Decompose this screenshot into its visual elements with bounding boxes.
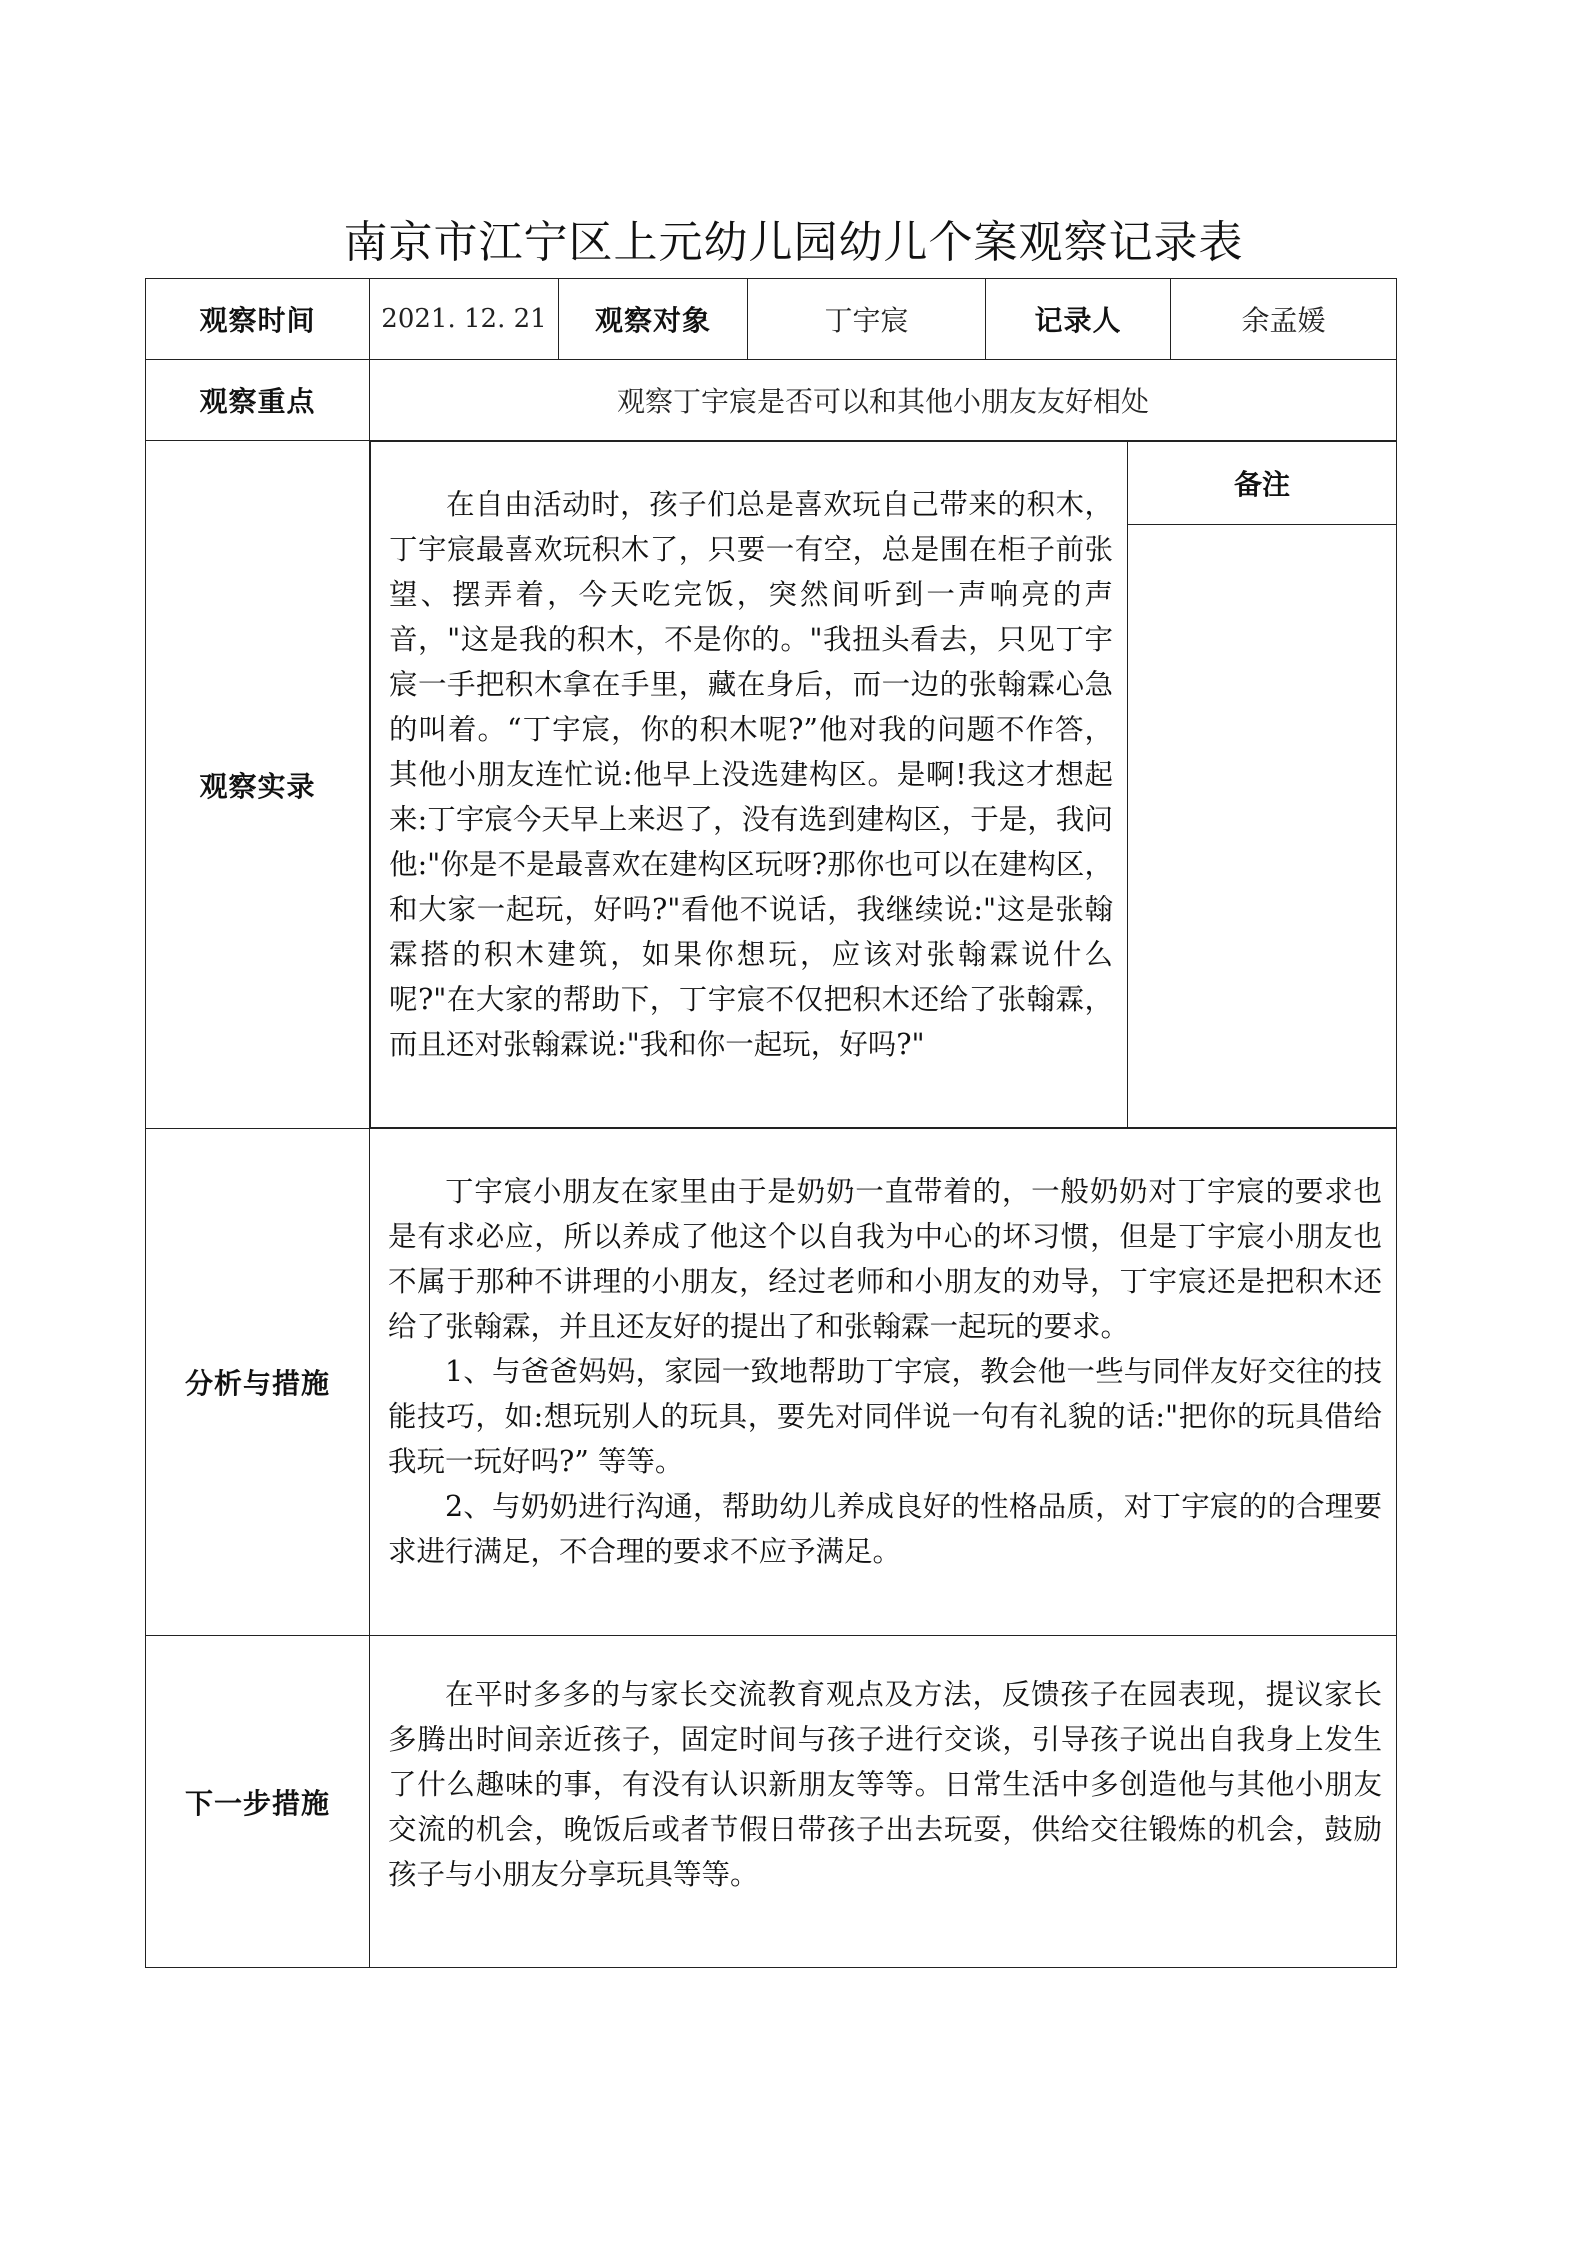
observation-focus-value: 观察丁宇宸是否可以和其他小朋友友好相处 — [370, 360, 1397, 441]
record-text-cell — [371, 442, 1128, 1128]
observation-record-table — [145, 278, 1397, 1968]
analysis-paragraph-2: 1、与爸爸妈妈，家园一致地帮助丁宇宸，教会他一些与同伴友好交往的技能技巧，如:想玩别人的玩具，要先对同伴说一句有礼貌的话:"把你的玩具借给我玩一玩好吗?” 等等。 — [388, 1355, 1382, 1478]
record-inner-table — [370, 441, 1397, 1128]
observation-focus-label: 观察重点 — [146, 360, 370, 441]
recorder-value: 余孟媛 — [1171, 279, 1397, 360]
observation-time-value: 2021. 12. 21 — [370, 279, 559, 360]
observation-record-cell — [370, 441, 1397, 1129]
next-steps-row — [146, 1636, 1397, 1968]
next-steps-cell — [370, 1636, 1397, 1968]
analysis-label: 分析与措施 — [146, 1129, 370, 1636]
document-title: 南京市江宁区上元幼儿园幼儿个案观察记录表 — [343, 217, 1244, 268]
next-steps-text: 在平时多多的与家长交流教育观点及方法，反馈孩子在园表现，提议家长多腾出时间亲近孩子，固定时间与孩子进行交谈，引导孩子说出自我身上发生了什么趣味的事，有没有认识新朋友等等。日常生活中多创造他与其他小朋友交流的机会，晚饭后或者节假日带孩子出去玩耍，供给交往锻炼的机会，鼓励孩子与小朋友分享玩具等等。 — [388, 1678, 1382, 1891]
recorder-label: 记录人 — [986, 279, 1171, 360]
observation-record-label: 观察实录 — [146, 441, 370, 1129]
notes-cell — [1128, 525, 1397, 1128]
record-row — [146, 441, 1397, 1129]
observation-subject-value: 丁宇宸 — [748, 279, 986, 360]
analysis-paragraph-1: 丁宇宸小朋友在家里由于是奶奶一直带着的，一般奶奶对丁宇宸的要求也是有求必应，所以养成了他这个以自我为中心的坏习惯，但是丁宇宸小朋友也不属于那种不讲理的小朋友，经过老师和小朋友的劝导，丁宇宸还是把积木还给了张翰霖，并且还友好的提出了和张翰霖一起玩的要求。 — [388, 1175, 1382, 1343]
observation-record-text: 在自由活动时，孩子们总是喜欢玩自己带来的积木，丁宇宸最喜欢玩积木了，只要一有空，总是围在柜子前张望、摆弄着，今天吃完饭，突然间听到一声响亮的声音，"这是我的积木，不是你的。"我扭头看去，只见丁宇宸一手把积木拿在手里，藏在身后，而一边的张翰霖心急的叫着。“丁宇宸，你的积木呢?”他对我的问题不作答，其他小朋友连忙说:他早上没选建构区。是啊!我这才想起来:丁宇宸今天早上来迟了，没有选到建构区，于是，我问他:"你是不是最喜欢在建构区玩呀?那你也可以在建构区，和大家一起玩，好吗?"看他不说话，我继续说:"这是张翰霖搭的积木建筑，如果你想玩，应该对张翰霖说什么呢?"在大家的帮助下，丁宇宸不仅把积木还给了张翰霖，而且还对张翰霖说:"我和你一起玩，好吗?" — [389, 488, 1113, 1061]
observation-subject-label: 观察对象 — [559, 279, 748, 360]
notes-label: 备注 — [1128, 442, 1397, 525]
analysis-cell — [370, 1129, 1397, 1636]
focus-row — [146, 360, 1397, 441]
analysis-paragraph-3: 2、与奶奶进行沟通，帮助幼儿养成良好的性格品质，对丁宇宸的的合理要求进行满足，不合理的要求不应予满足。 — [388, 1490, 1382, 1568]
next-steps-label: 下一步措施 — [146, 1636, 370, 1968]
header-row — [146, 279, 1397, 360]
observation-time-label: 观察时间 — [146, 279, 370, 360]
analysis-row — [146, 1129, 1397, 1636]
